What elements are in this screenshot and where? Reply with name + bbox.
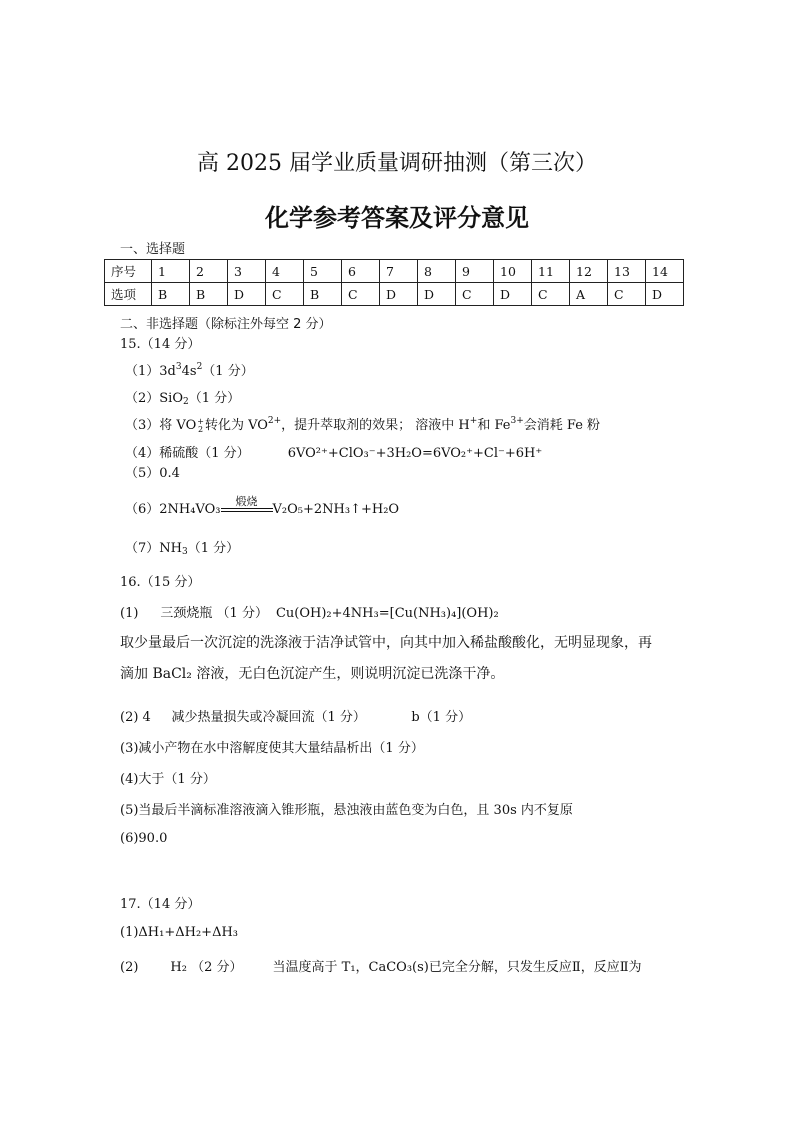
section1-heading: 一、选择题 <box>120 242 186 257</box>
q16-answer-5: (5)当最后半滴标准溶液滴入锥形瓶，悬浊液由蓝色变为白色，且 30s 内不复原 <box>120 803 573 818</box>
q15-answer-7: $(7)NH_3(1$ 分） <box>125 541 240 557</box>
q16-answer-1-desc-line2: 滴加 BaCl₂ 溶液，无白色沉淀产生，则说明沉淀已洗涤干净。 <box>120 666 505 682</box>
number-cell: 10 <box>494 260 532 283</box>
q17-title: 17.（14 分） <box>120 897 201 912</box>
number-cell: 13 <box>608 260 646 283</box>
q16-answer-3: (3)减小产物在水中溶解度使其大量结晶析出（1 分） <box>120 741 424 756</box>
answer-table <box>104 259 684 306</box>
number-cell: 7 <box>380 260 418 283</box>
answer-cell: C <box>456 283 494 306</box>
q17-answer-1: (1)ΔH₁+ΔH₂+ΔH₃ <box>120 925 239 940</box>
number-cell: 9 <box>456 260 494 283</box>
answer-cell: D <box>228 283 266 306</box>
q15-answer-2: （2）SiO$_2$（1 分） <box>125 391 241 407</box>
section2-heading: 二、非选择题（除标注外每空 2 分） <box>120 317 332 332</box>
answer-cell: D <box>494 283 532 306</box>
q15-title: 15.（14 分） <box>120 337 201 352</box>
q16-title: 16.（15 分） <box>120 575 201 590</box>
number-cell: 6 <box>342 260 380 283</box>
answer-cell: D <box>418 283 456 306</box>
answer-cell: B <box>152 283 190 306</box>
answer-cell: C <box>266 283 304 306</box>
number-cell: 1 <box>152 260 190 283</box>
answer-cell: C <box>532 283 570 306</box>
q16-answer-4: (4)大于（1 分） <box>120 772 216 787</box>
q15-answer-5: （5）0.4 <box>125 466 180 481</box>
answer-cell: A <box>570 283 608 306</box>
number-cell: 3 <box>228 260 266 283</box>
answer-cell: C <box>342 283 380 306</box>
q16-answer-1: (1) 三颈烧瓶 （1 分） Cu(OH)₂+4NH₃=[Cu(NH₃)₄](OH)₂ <box>120 606 499 621</box>
answer-table-answer-row <box>105 283 684 306</box>
number-cell: 12 <box>570 260 608 283</box>
answer-table-number-row <box>105 260 684 283</box>
q15-answer-1: $(1)3d^34s^2(1$ 分） <box>125 362 254 379</box>
number-cell: 4 <box>266 260 304 283</box>
q15-equation: 6VO²⁺+ClO₃⁻+3H₂O=6VO₂⁺+Cl⁻+6H⁺ <box>287 446 543 461</box>
answer-cell: B <box>304 283 342 306</box>
number-cell: 14 <box>646 260 684 283</box>
answer-cell: C <box>608 283 646 306</box>
q15-answer-4: （4）稀硫酸（1 分） 6VO²⁺+ClO₃⁻+3H₂O=6VO₂⁺+Cl⁻+6H⁺ <box>125 446 543 461</box>
number-cell: 11 <box>532 260 570 283</box>
number-cell: 5 <box>304 260 342 283</box>
reaction-arrow: 煅烧 <box>221 503 273 517</box>
document-subtitle: 化学参考答案及评分意见 <box>265 204 529 232</box>
q17-answer-2: (2) H₂ （2 分） 当温度高于 T₁，CaCO₃(s)已完全分解，只发生反应Ⅱ，反应Ⅱ为 <box>120 960 642 975</box>
q16-answer-6: (6)90.0 <box>120 831 168 846</box>
number-cell: 2 <box>190 260 228 283</box>
answer-cell: D <box>646 283 684 306</box>
q16-answer-2: (2) 4 减少热量损失或冷凝回流（1 分） b（1 分） <box>120 710 472 725</box>
answer-row-label: 选项 <box>105 283 152 306</box>
q15-answer-3: （3）将 VO+ 2 转化为 $VO^{2+}$，提升萃取剂的效果； 溶液中 H+和 $Fe^{3+}$会消耗 Fe 粉 <box>125 416 601 434</box>
document-title: 高 2025 届学业质量调研抽测（第三次） <box>197 151 597 176</box>
q16-answer-1-desc-line1: 取少量最后一次沉淀的洗涤液于洁净试管中，向其中加入稀盐酸酸化，无明显现象，再 <box>120 635 652 651</box>
number-row-label: 序号 <box>105 260 152 283</box>
answer-cell: B <box>190 283 228 306</box>
q15-answer-6: （6）2NH₄VO₃ 煅烧 V₂O₅+2NH₃↑+H₂O <box>125 494 400 517</box>
answer-cell: D <box>380 283 418 306</box>
number-cell: 8 <box>418 260 456 283</box>
